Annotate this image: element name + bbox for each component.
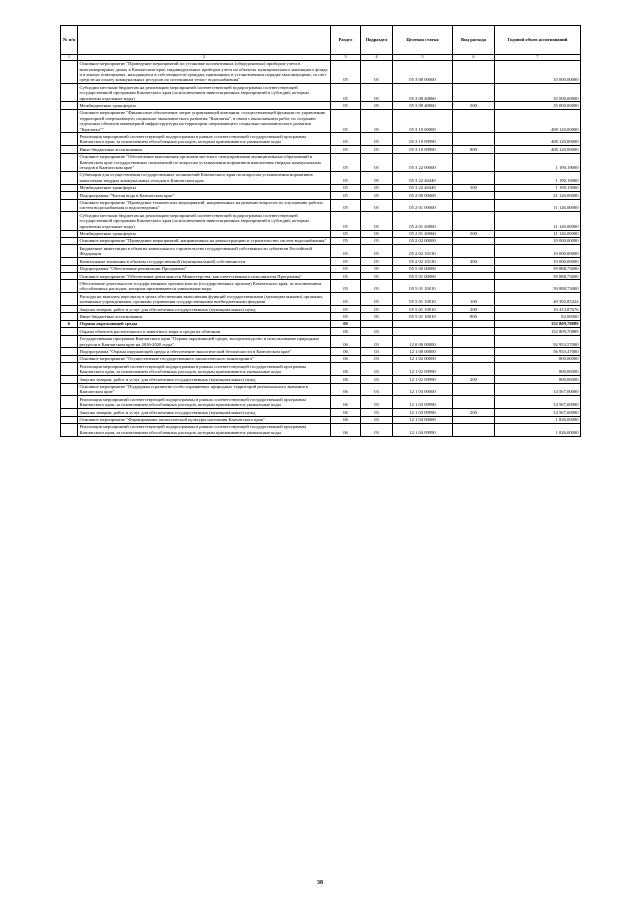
table-row [61,313,581,320]
cell-amount: 11 126,00000 [495,212,581,230]
cell-name: Основное мероприятие "Проведение технических мероприятий, направленных на решение вопросов по улучшению работы систем водоснабжения и водоотведения" [78,199,331,212]
cell-num [61,245,78,258]
cell-razdel: 06 [331,423,361,436]
cell-amount: 10 000,00000 [495,258,581,265]
cell-expense-type [453,237,495,244]
cell-podrazdel: 05 [361,133,393,146]
cell-target: 12 1 02 09990 [393,363,453,376]
cell-target: 05 3 19 00000 [393,109,453,133]
cell-target: 05 2 01 40060 [393,230,453,237]
cell-target: 12 1 03 09990 [393,396,453,409]
cell-target: 05 5 01 10010 [393,280,453,293]
header-amount: Годовой объем ассигнований [495,26,581,55]
cell-name: Иные бюджетные ассигнования [78,146,331,153]
cell-podrazdel: 05 [361,230,393,237]
table-row [61,237,581,244]
cell-expense-type: 100 [453,293,495,306]
cell-amount: 11 126,00000 [495,230,581,237]
cell-razdel: 06 [331,383,361,396]
table-row [61,102,581,109]
cell-amount: 408 120,00000 [495,146,581,153]
cell-name: Подпрограмма "Чистая вода в Камчатском крае" [78,192,331,199]
cell-podrazdel [361,320,393,327]
cell-razdel: 05 [331,84,361,102]
cell-amount: 59 888,73000 [495,280,581,293]
cell-target: 05 3 08 40060 [393,84,453,102]
cell-target: 05 2 01 40060 [393,212,453,230]
table-row [61,133,581,146]
cell-num [61,423,78,436]
cell-razdel: 05 [331,192,361,199]
cell-expense-type: 500 [453,102,495,109]
cell-num [61,348,78,355]
cell-expense-type [453,245,495,258]
cell-podrazdel: 03 [361,409,393,416]
cell-razdel: 05 [331,133,361,146]
cell-name: Бюджетные инвестиции в объекты капитального строительства государственной собственности субъектов Российской Федерации [78,245,331,258]
cell-expense-type: 800 [453,313,495,320]
cell-expense-type [453,265,495,272]
cell-podrazdel: 05 [361,171,393,184]
cell-razdel: 05 [331,237,361,244]
cell-amount: 21 126,00000 [495,192,581,199]
cell-amount: 14 567,00000 [495,409,581,416]
cell-expense-type [453,192,495,199]
table-row [61,273,581,280]
cell-name: Государственная программа Камчатского края "Охрана окружающей среды, воспроизводство и использование природных ресурсов в Камчатском крае на 2016-2020 годы" [78,335,331,348]
table-row [61,306,581,313]
cell-podrazdel: 03 [361,423,393,436]
cell-podrazdel: 05 [361,265,393,272]
cell-expense-type [453,396,495,409]
cell-name: Реализация мероприятий соответствующей подпрограммы в рамках соответствующей государственной программы Камчатского края, за исключением обособленных расходов, которым присваиваются уникальные коды [78,396,331,409]
cell-amount: 59 888,73000 [495,273,581,280]
table-row [61,199,581,212]
cell-name: Основное мероприятие "Обеспечение деятельности Министерства, как ответственного исполнителя Программы" [78,273,331,280]
header-razdel: Раздел [331,26,361,55]
cell-target: 05 2 02 00000 [393,237,453,244]
cell-razdel: 05 [331,102,361,109]
cell-amount: 14 567,00000 [495,383,581,396]
table-row [61,109,581,133]
table-row [61,258,581,265]
cell-amount: 92 953,57000 [495,335,581,348]
cell-expense-type [453,84,495,102]
cell-target: 05 2 02 10130 [393,245,453,258]
table-row [61,60,581,84]
cell-name: Расходы на выплаты персоналу в целях обеспечения выполнения функций государственными (муниципальными) органами, казенными учреждениями, органами управления государственными внебюджетными фондами [78,293,331,306]
cell-podrazdel: 05 [361,313,393,320]
cell-num [61,84,78,102]
cell-target: 05 5 01 10010 [393,306,453,313]
cell-expense-type [453,60,495,84]
cell-amount: 82,00000 [495,313,581,320]
cell-razdel: 05 [331,199,361,212]
page-number: 38 [317,880,323,886]
cell-name: Основное мероприятие "Осуществление государственного экологического мониторинга" [78,355,331,362]
table-row [61,265,581,272]
cell-razdel: 05 [331,265,361,272]
header-name [78,26,331,55]
cell-target: 05 3 22 00000 [393,153,453,171]
cell-name: Основное мероприятие "Поддержка и развитие особо охраняемых природных территорий регионального значения в Камчатском крае" [78,383,331,396]
table-body [61,60,581,436]
cell-name: Реализация мероприятий соответствующей подпрограммы в рамках соответствующей государственной программы Камчатского края, за исключением обособленных расходов, которым присваиваются уникальные коды [78,423,331,436]
table-row [61,383,581,396]
cell-amount: 35 000,00000 [495,102,581,109]
cell-num [61,153,78,171]
cell-num: 6 [61,320,78,327]
cell-target [393,320,453,327]
table-row [61,320,581,327]
cell-podrazdel: 03 [361,416,393,423]
cell-amount: 49 392,85324 [495,293,581,306]
budget-table [60,25,581,437]
cell-target: 12 1 03 00000 [393,383,453,396]
cell-target: 05 5 01 00000 [393,273,453,280]
cell-razdel: 06 [331,409,361,416]
cell-target: 12 1 02 09990 [393,376,453,383]
cell-num [61,258,78,265]
cell-num [61,212,78,230]
cell-name: Подпрограмма "Обеспечение реализации Программы" [78,265,331,272]
cell-target: 05 5 01 10010 [393,313,453,320]
cell-razdel: 06 [331,363,361,376]
table-row [61,230,581,237]
cell-expense-type: 800 [453,146,495,153]
cell-target: 05 3 22 40440 [393,184,453,191]
cell-target: 05 3 19 09990 [393,146,453,153]
cell-num [61,133,78,146]
cell-name: Основное мероприятие "Проведение мероприятий, направленных на реконструкцию и строительство систем водоснабжения" [78,237,331,244]
cell-num [61,409,78,416]
cell-razdel: 05 [331,171,361,184]
cell-num [61,383,78,396]
cell-podrazdel: 05 [361,280,393,293]
colnum-5: 5 [393,55,453,61]
cell-razdel: 06 [331,328,361,335]
cell-expense-type [453,320,495,327]
table-row [61,280,581,293]
cell-num [61,313,78,320]
cell-razdel: 06 [331,348,361,355]
cell-expense-type [453,171,495,184]
cell-razdel: 05 [331,293,361,306]
cell-podrazdel: 05 [361,306,393,313]
header-target: Целевая статья [393,26,453,55]
cell-name: Капитальные вложения в объекты государственной (муниципальной) собственности [78,258,331,265]
cell-expense-type: 200 [453,409,495,416]
cell-target: 05 3 22 40440 [393,171,453,184]
cell-target: 05 3 08 00000 [393,60,453,84]
cell-podrazdel: 05 [361,293,393,306]
cell-expense-type [453,109,495,133]
cell-num [61,171,78,184]
cell-target: 05 3 08 40060 [393,102,453,109]
table-row [61,355,581,362]
cell-amount: 59 888,73000 [495,265,581,272]
cell-podrazdel: 05 [361,245,393,258]
cell-num [61,109,78,133]
table-row [61,184,581,191]
cell-amount: 11 126,00000 [495,199,581,212]
cell-amount: 1 826,00000 [495,423,581,436]
colnum-3: 3 [331,55,361,61]
cell-name: Основное мероприятие "Проведение мероприятий по установке коллективных (общедомовых) приборов учета в многоквартирных домах в Камчатском крае, индивидуальных приборов учета на объектах муниципального жилищного фонда и в жилых помещениях, находящихся в собственности граждан, признанных в установленном порядке малоимущими, за счет средств на оплату коммунальных ресурсов по источникам тепло- водоснабжения" [78,60,331,84]
cell-num [61,273,78,280]
cell-num [61,376,78,383]
cell-amount: 1 190,19000 [495,171,581,184]
cell-target: 12 1 04 09990 [393,423,453,436]
cell-expense-type [453,199,495,212]
cell-num [61,265,78,272]
cell-amount: 56 933,47000 [495,348,581,355]
cell-razdel: 05 [331,184,361,191]
table-row [61,396,581,409]
header-podrazdel: Подраздел [361,26,393,55]
cell-podrazdel: 03 [361,396,393,409]
cell-name: Реализация мероприятий соответствующей подпрограммы в рамках соответствующей государственной программы Камчатского края, за исключением обособленных расходов, которым присваиваются уникальные коды [78,133,331,146]
cell-podrazdel: 05 [361,273,393,280]
cell-name: Реализация мероприятий соответствующей подпрограммы в рамках соответствующей государственной программы Камчатского края, за исключением обособленных расходов, которым присваиваются уникальные коды [78,363,331,376]
cell-expense-type [453,153,495,171]
cell-razdel: 06 [331,376,361,383]
table-row [61,245,581,258]
cell-razdel: 05 [331,245,361,258]
cell-razdel: 05 [331,306,361,313]
cell-name: Субвенции для осуществления государственных полномочий Камчатского края по вопросам установления нормативов накопления твердых коммунальных отходов в Камчатском крае [78,171,331,184]
cell-amount: 152 809,70889 [495,328,581,335]
table-row [61,423,581,436]
table-row [61,409,581,416]
table-row [61,171,581,184]
cell-target: 12 1 03 09990 [393,409,453,416]
cell-num [61,102,78,109]
cell-podrazdel: 03 [361,376,393,383]
table-row [61,328,581,335]
cell-razdel: 05 [331,280,361,293]
cell-amount: 800,00000 [495,376,581,383]
cell-name: Основное мероприятие "Финансовое обеспечение затрат управляющей компании, осуществляющей функции по управлению территорией опережающего социально-экономического развития "Камчатка", в связи с выполнением работ по созданию отдельных объектов инженерной инфраструктуры на территории опережающего социально-экономического развития "Камчатка"" [78,109,331,133]
cell-razdel: 05 [331,273,361,280]
cell-podrazdel: 03 [361,328,393,335]
cell-expense-type [453,363,495,376]
cell-podrazdel: 03 [361,383,393,396]
cell-amount: 35 000,00000 [495,60,581,84]
cell-amount: 1 190,19000 [495,184,581,191]
cell-target: 12 0 00 00000 [393,335,453,348]
table-row [61,146,581,153]
cell-podrazdel: 05 [361,84,393,102]
cell-num [61,146,78,153]
cell-expense-type [453,348,495,355]
colnum-1: 1 [61,55,78,61]
header-num: № п/п [61,26,78,55]
cell-expense-type [453,423,495,436]
cell-expense-type: 500 [453,184,495,191]
cell-podrazdel: 03 [361,348,393,355]
cell-target: 05 2 00 00000 [393,192,453,199]
cell-razdel: 06 [331,355,361,362]
cell-num [61,230,78,237]
cell-num [61,306,78,313]
cell-name: Иные бюджетные ассигнования [78,313,331,320]
colnum-4: 4 [361,55,393,61]
cell-num [61,328,78,335]
cell-razdel: 05 [331,313,361,320]
cell-amount: 1 826,00000 [495,416,581,423]
cell-name: Охрана окружающей среды [78,320,331,327]
cell-podrazdel: 03 [361,335,393,348]
cell-target: 05 3 19 09990 [393,133,453,146]
cell-razdel: 05 [331,60,361,84]
cell-podrazdel: 05 [361,184,393,191]
cell-num [61,199,78,212]
cell-target: 12 1 04 00000 [393,416,453,423]
cell-expense-type [453,335,495,348]
colnum-7: 7 [495,55,581,61]
cell-name: Субсидии местным бюджетам на реализацию мероприятий соответствующей подпрограммы соответствующей государственной программы Камчатского края (за исключением инвестиционных мероприятий и субсидий, которым присвоены отдельные коды) [78,84,331,102]
cell-num [61,237,78,244]
table-row [61,376,581,383]
table-row [61,192,581,199]
cell-podrazdel: 05 [361,258,393,265]
cell-razdel: 06 [331,416,361,423]
cell-amount: 800,00000 [495,355,581,362]
cell-name: Подпрограмма "Охрана окружающей среды и обеспечение экологической безопасности в Камчатском крае" [78,348,331,355]
cell-razdel: 06 [331,320,361,327]
cell-expense-type: 200 [453,306,495,313]
table-row [61,363,581,376]
cell-razdel: 05 [331,146,361,153]
cell-amount: 800,00000 [495,363,581,376]
cell-podrazdel: 05 [361,192,393,199]
cell-expense-type [453,212,495,230]
cell-amount: 35 000,00000 [495,84,581,102]
cell-target: 05 5 00 00000 [393,265,453,272]
cell-num [61,192,78,199]
cell-expense-type [453,416,495,423]
cell-podrazdel: 05 [361,60,393,84]
table-row [61,335,581,348]
cell-razdel: 05 [331,109,361,133]
cell-expense-type [453,280,495,293]
cell-num [61,363,78,376]
cell-num [61,60,78,84]
cell-name: Основное мероприятие "Формирование экологической культуры населения Камчатского края" [78,416,331,423]
cell-expense-type: 400 [453,258,495,265]
cell-num [61,396,78,409]
table-row [61,212,581,230]
cell-amount: 10 000,00000 [495,245,581,258]
cell-razdel: 05 [331,258,361,265]
cell-target: 05 2 01 00000 [393,199,453,212]
cell-amount: 10 000,00000 [495,237,581,244]
cell-podrazdel: 05 [361,153,393,171]
header-expense-type: Вид расхода [453,26,495,55]
cell-podrazdel: 05 [361,199,393,212]
cell-name: Обеспечение деятельности государственных органов власти (государственных органов) Камчатского края, за исключением обособленных расходов, которым присваиваются уникальные коды [78,280,331,293]
cell-razdel: 05 [331,212,361,230]
cell-num [61,355,78,362]
cell-name: Закупка товаров, работ и услуг для обеспечения государственных (муниципальных) нужд [78,376,331,383]
cell-amount: 1 190,19000 [495,153,581,171]
cell-expense-type: 500 [453,230,495,237]
cell-name: Межбюджетные трансферты [78,230,331,237]
cell-expense-type [453,328,495,335]
cell-target: 05 2 02 10130 [393,258,453,265]
cell-num [61,184,78,191]
cell-podrazdel: 03 [361,363,393,376]
cell-num [61,280,78,293]
cell-target [393,328,453,335]
cell-name: Закупка товаров, работ и услуг для обеспечения государственных (муниципальных) нужд [78,409,331,416]
cell-name: Межбюджетные трансферты [78,102,331,109]
colnum-2: 2 [78,55,331,61]
cell-target: 12 1 02 00000 [393,355,453,362]
cell-expense-type [453,133,495,146]
cell-amount: 14 567,00000 [495,396,581,409]
cell-razdel: 06 [331,335,361,348]
cell-name: Охрана объектов растительного и животного мира и среды их обитания [78,328,331,335]
table-row [61,84,581,102]
cell-num [61,416,78,423]
table-row [61,153,581,171]
cell-podrazdel: 05 [361,146,393,153]
cell-podrazdel: 05 [361,102,393,109]
cell-podrazdel: 05 [361,109,393,133]
cell-razdel: 05 [331,230,361,237]
header-row [61,26,581,55]
cell-podrazdel: 05 [361,237,393,244]
cell-amount: 152 809,70889 [495,320,581,327]
table-row [61,293,581,306]
cell-num [61,293,78,306]
cell-target: 12 1 00 00000 [393,348,453,355]
table-row [61,416,581,423]
cell-name: Межбюджетные трансферты [78,184,331,191]
cell-razdel: 05 [331,153,361,171]
colnum-6: 6 [453,55,495,61]
cell-name: Субсидии местным бюджетам на реализацию мероприятий соответствующей подпрограммы соответствующей государственной программы Камчатского края (за исключением инвестиционных мероприятий и субсидий, которым присвоены отдельные коды) [78,212,331,230]
cell-podrazdel: 03 [361,355,393,362]
cell-target: 05 5 01 10010 [393,293,453,306]
cell-amount: 408 120,00000 [495,109,581,133]
cell-name: Закупка товаров, работ и услуг для обеспечения государственных (муниципальных) нужд [78,306,331,313]
document-page [60,25,580,437]
cell-expense-type [453,273,495,280]
cell-name: Основное мероприятие "Обеспечение выполнения органами местного самоуправления муниципальных образований в Камчатском крае государственных полномочий по вопросам установления нормативов накопления твердых коммунальных отходов в Камчатском крае" [78,153,331,171]
cell-num [61,335,78,348]
cell-expense-type [453,355,495,362]
cell-amount: 408 120,00000 [495,133,581,146]
table-row [61,348,581,355]
cell-razdel: 06 [331,396,361,409]
cell-expense-type [453,383,495,396]
cell-amount: 10 413,87676 [495,306,581,313]
cell-podrazdel: 05 [361,212,393,230]
cell-expense-type: 200 [453,376,495,383]
